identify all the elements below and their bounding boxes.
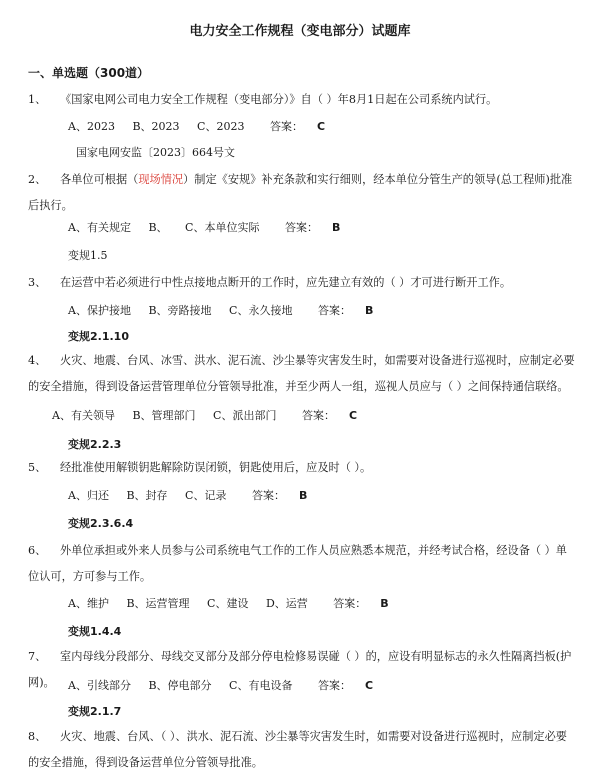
question-1 — [28, 87, 578, 113]
question-number: 7、 — [28, 650, 47, 663]
option-b: B、运营管理 — [126, 597, 190, 610]
answer-label: 答案： — [269, 120, 303, 133]
question-6-options — [68, 595, 417, 611]
question-highlight: 现场情况 — [138, 173, 184, 186]
question-text-before: 各单位可根据（ — [60, 173, 139, 186]
answer-value: C — [348, 409, 358, 422]
option-d: D、运营 — [265, 597, 308, 610]
question-4-options — [52, 407, 385, 423]
option-c: C、本单位实际 — [185, 221, 260, 234]
answer-value: C — [364, 679, 374, 692]
question-3-options — [68, 302, 401, 318]
question-3 — [28, 270, 578, 296]
question-text: 外单位承担或外来人员参与公司系统电气工作的工作人员应熟悉本规范，并经考试合格，经设备（ ）单位认可，方可参与工作。 — [28, 544, 567, 583]
answer-label: 答案： — [317, 679, 351, 692]
question-8 — [28, 724, 578, 776]
question-number: 3、 — [28, 276, 47, 289]
option-c: C、建设 — [207, 597, 249, 610]
question-2 — [28, 167, 578, 219]
question-6 — [28, 538, 578, 590]
question-number: 2、 — [28, 173, 47, 186]
answer-label: 答案： — [333, 597, 367, 610]
option-b: B、2023 — [132, 120, 180, 133]
option-a: A、维护 — [68, 597, 109, 610]
question-number: 8、 — [28, 730, 47, 743]
question-6-reference: 变规1.4.4 — [68, 625, 122, 638]
question-text: 经批准使用解锁钥匙解除防误闭锁，钥匙使用后，应及时（ ）。 — [60, 461, 372, 474]
answer-value: B — [364, 304, 374, 317]
answer-value: B — [331, 221, 341, 234]
option-a: A、2023 — [68, 120, 115, 133]
question-number: 5、 — [28, 461, 47, 474]
question-text-after: ）制定《安规》补充条款和实行细则，经本单位分管生产的领导(总工程师)批准后执行。 — [28, 173, 573, 212]
answer-label: 答案： — [251, 489, 285, 502]
option-c: C、有电设备 — [229, 679, 293, 692]
option-c: C、2023 — [197, 120, 245, 133]
question-text: 室内母线分段部分、母线交叉部分及部分停电检修易误碰（ ）的，应设有明显标志的永久性隔离挡板(护网)。 — [28, 650, 572, 689]
question-2-reference: 变规1.5 — [68, 249, 108, 262]
option-a: A、保护接地 — [68, 304, 131, 317]
question-1-reference: 国家电网安监〔2023〕664号文 — [76, 146, 235, 159]
option-b: B、封存 — [126, 489, 168, 502]
question-2-options — [68, 219, 368, 235]
question-text: 火灾、地震、台风、冰雪、洪水、泥石流、沙尘暴等灾害发生时，如需要对设备进行巡视时，应制定必要的安全措施，得到设备运营管理单位分管领导批准，并至少两人一组，巡视人员应与（ ）之间保持通信联络。 — [28, 354, 575, 393]
question-3-reference: 变规2.1.10 — [68, 330, 129, 343]
question-5-reference: 变规2.3.6.4 — [68, 517, 134, 530]
option-a: A、有关规定 — [68, 221, 131, 234]
question-4-reference: 变规2.2.3 — [68, 438, 122, 451]
question-number: 6、 — [28, 544, 47, 557]
option-a: A、有关领导 — [52, 409, 115, 422]
question-7-options — [68, 677, 401, 693]
question-7-reference: 变规2.1.7 — [68, 705, 122, 718]
answer-label: 答案： — [284, 221, 318, 234]
answer-label: 答案： — [317, 304, 351, 317]
option-b: B、旁路接地 — [148, 304, 212, 317]
answer-label: 答案： — [301, 409, 335, 422]
answer-value: C — [316, 120, 326, 133]
option-c: C、永久接地 — [229, 304, 293, 317]
section-heading: 一、单选题（300道） — [28, 66, 150, 80]
question-number: 4、 — [28, 354, 47, 367]
question-text: 火灾、地震、台风、（ ）、洪水、泥石流、沙尘暴等灾害发生时，如需要对设备进行巡视时，应制定必要的安全措施，得到设备运营单位分管领导批准。 — [28, 730, 567, 769]
option-a: A、引线部分 — [68, 679, 131, 692]
question-4 — [28, 348, 578, 400]
option-c: C、派出部门 — [213, 409, 277, 422]
option-b: B、 — [148, 221, 168, 234]
page-title: 电力安全工作规程（变电部分）试题库 — [189, 24, 411, 39]
option-c: C、记录 — [185, 489, 227, 502]
question-5 — [28, 455, 578, 481]
option-b: B、停电部分 — [148, 679, 212, 692]
question-1-options — [68, 118, 353, 134]
question-text: 《国家电网公司电力安全工作规程（变电部分）》自（ ）年8月1日起在公司系统内试行。 — [60, 93, 498, 106]
option-a: A、归还 — [68, 489, 109, 502]
option-b: B、管理部门 — [132, 409, 196, 422]
question-number: 1、 — [28, 93, 47, 106]
question-5-options — [68, 487, 335, 503]
question-text: 在运营中若必须进行中性点接地点断开的工作时，应先建立有效的（ ）才可进行断开工作。 — [60, 276, 512, 289]
answer-value: B — [298, 489, 308, 502]
answer-value: B — [380, 597, 389, 610]
